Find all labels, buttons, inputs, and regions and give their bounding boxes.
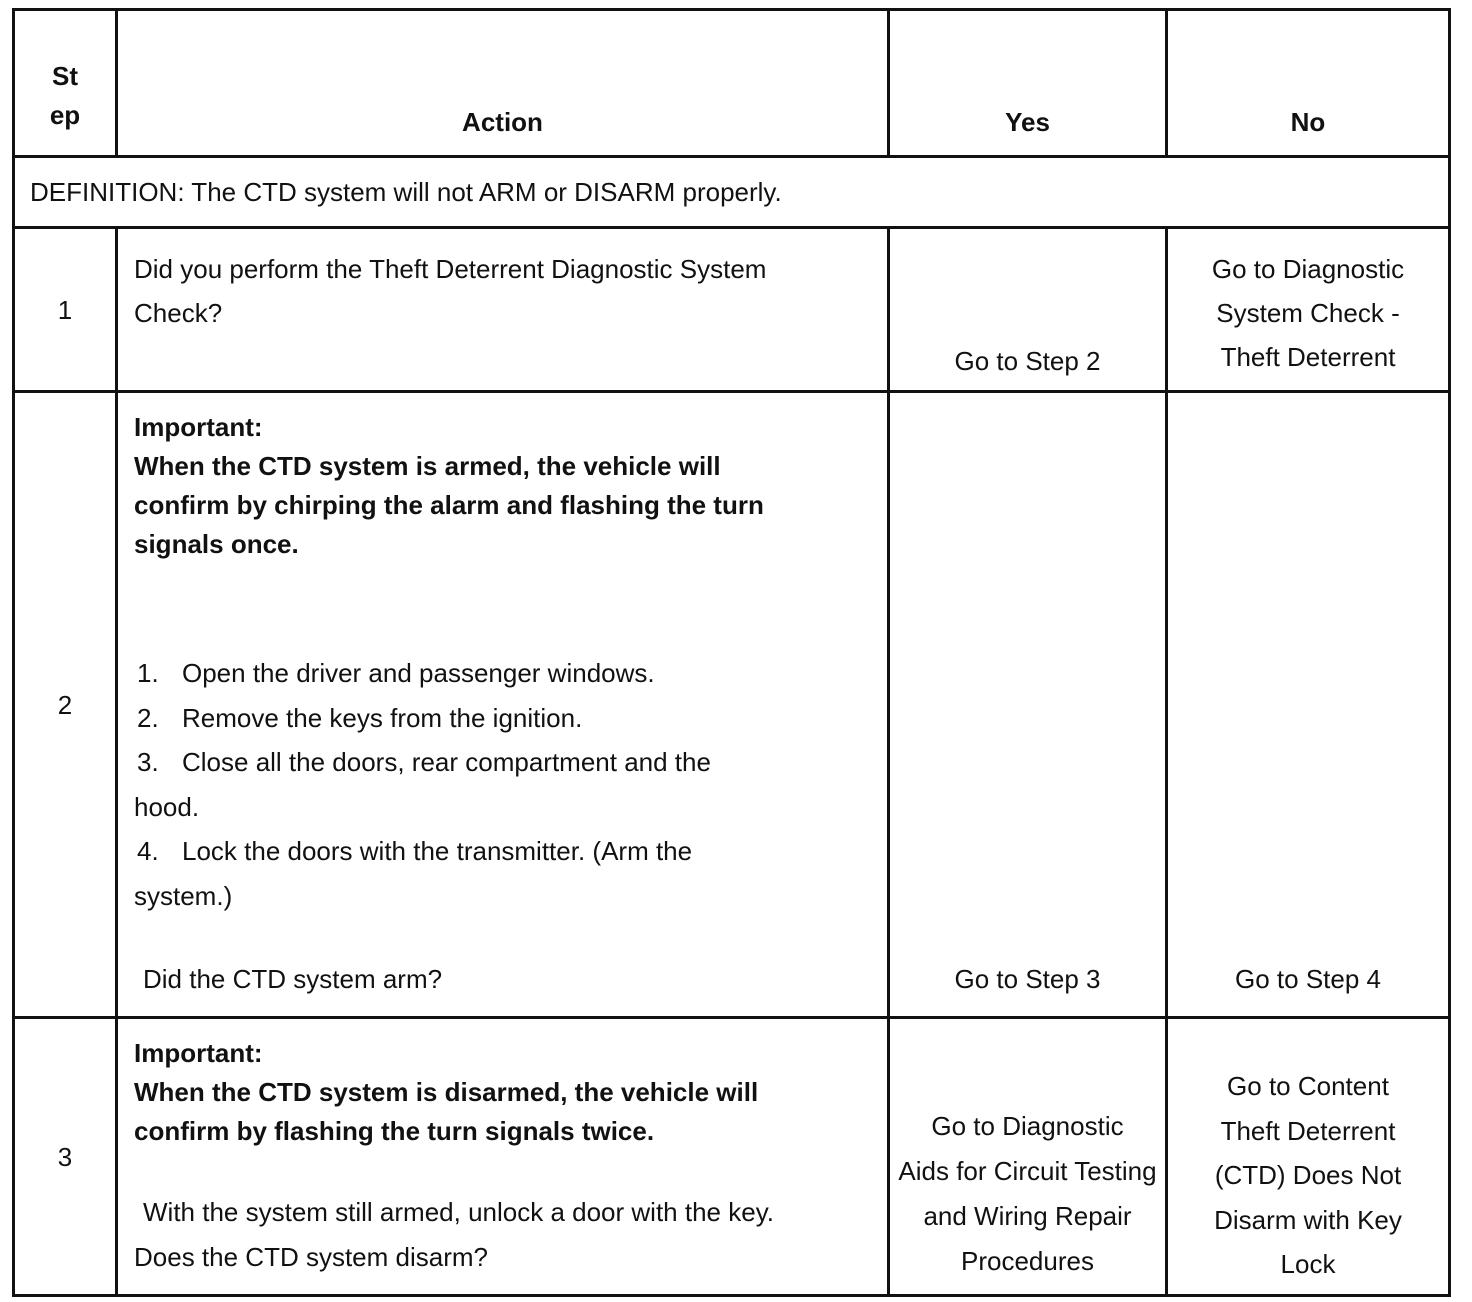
no-line: Lock [1280, 1249, 1336, 1279]
important-label: Important: [134, 412, 263, 442]
no-line: System Check - [1216, 298, 1400, 328]
yes-line: Procedures [961, 1246, 1094, 1276]
yes-cell [889, 392, 1167, 1018]
diagnostic-table [12, 8, 1451, 1297]
action-cell [117, 392, 889, 1018]
header-step-line1: St [52, 61, 78, 91]
no-link[interactable] [1168, 1064, 1448, 1287]
no-line: Go to Diagnostic [1211, 254, 1405, 284]
table-row [14, 392, 1450, 1018]
no-line: Theft Deterrent [1220, 342, 1396, 372]
no-cell [1167, 392, 1450, 1018]
procedure-step-cont: system.) [134, 880, 233, 911]
header-action: Action [117, 10, 889, 157]
no-line: Disarm with Key [1214, 1204, 1402, 1235]
header-yes: Yes [889, 10, 1167, 157]
procedure-step-cont: hood. [134, 791, 200, 822]
no-link[interactable]: Go to Step 4 [1235, 964, 1381, 994]
no-cell [1167, 228, 1450, 392]
header-step-line2: ep [49, 100, 81, 130]
yes-link[interactable]: Go to Step 3 [954, 964, 1101, 994]
table-row [14, 1018, 1450, 1296]
header-no: No [1167, 10, 1450, 157]
no-line: Go to Content [1227, 1071, 1389, 1101]
action-line: Did you perform the Theft Deterrent Diagnostic System [134, 254, 767, 284]
important-line: confirm by chirping the alarm and flashing the turn [134, 490, 764, 520]
procedure-list [118, 651, 711, 918]
important-line: confirm by flashing the turn signals twice. [134, 1116, 655, 1146]
important-line: When the CTD system is disarmed, the vehicle will [134, 1077, 759, 1107]
no-cell [1167, 1018, 1450, 1296]
step-number: 3 [14, 1018, 117, 1296]
important-line: When the CTD system is armed, the vehicle will [134, 451, 721, 481]
header-step [14, 10, 117, 157]
no-line: Theft Deterrent [1220, 1115, 1396, 1146]
yes-cell [889, 228, 1167, 392]
important-label: Important: [134, 1038, 263, 1068]
no-line: (CTD) Does Not [1214, 1160, 1402, 1190]
yes-cell [889, 1018, 1167, 1296]
yes-link[interactable]: Go to Step 2 [954, 346, 1101, 376]
table-row [14, 228, 1450, 392]
no-link[interactable] [1168, 229, 1448, 379]
step-number: 1 [14, 228, 117, 392]
important-line: signals once. [134, 529, 299, 559]
procedure-step: 3. Close all the doors, rear compartment and the [137, 747, 711, 777]
yes-line: Aids for Circuit Testing [898, 1156, 1157, 1186]
action-cell [117, 228, 889, 392]
definition-row [14, 157, 1450, 228]
instruction: With the system still armed, unlock a door with the key. [143, 1197, 774, 1227]
question: Did the CTD system arm? [143, 964, 443, 994]
procedure-step: 1. Open the driver and passenger windows. [137, 658, 655, 688]
step-number: 2 [14, 392, 117, 1018]
yes-line: and Wiring Repair [923, 1201, 1132, 1231]
definition-text: DEFINITION: The CTD system will not ARM or DISARM properly. [14, 157, 1450, 228]
yes-link[interactable] [890, 1104, 1165, 1284]
question: Does the CTD system disarm? [134, 1242, 488, 1272]
action-cell [117, 1018, 889, 1296]
yes-line: Go to Diagnostic [931, 1111, 1124, 1141]
procedure-step: 4. Lock the doors with the transmitter. (Arm the [137, 836, 693, 866]
header-row [14, 10, 1450, 157]
action-line: Check? [134, 298, 223, 328]
procedure-step: 2. Remove the keys from the ignition. [137, 702, 583, 733]
